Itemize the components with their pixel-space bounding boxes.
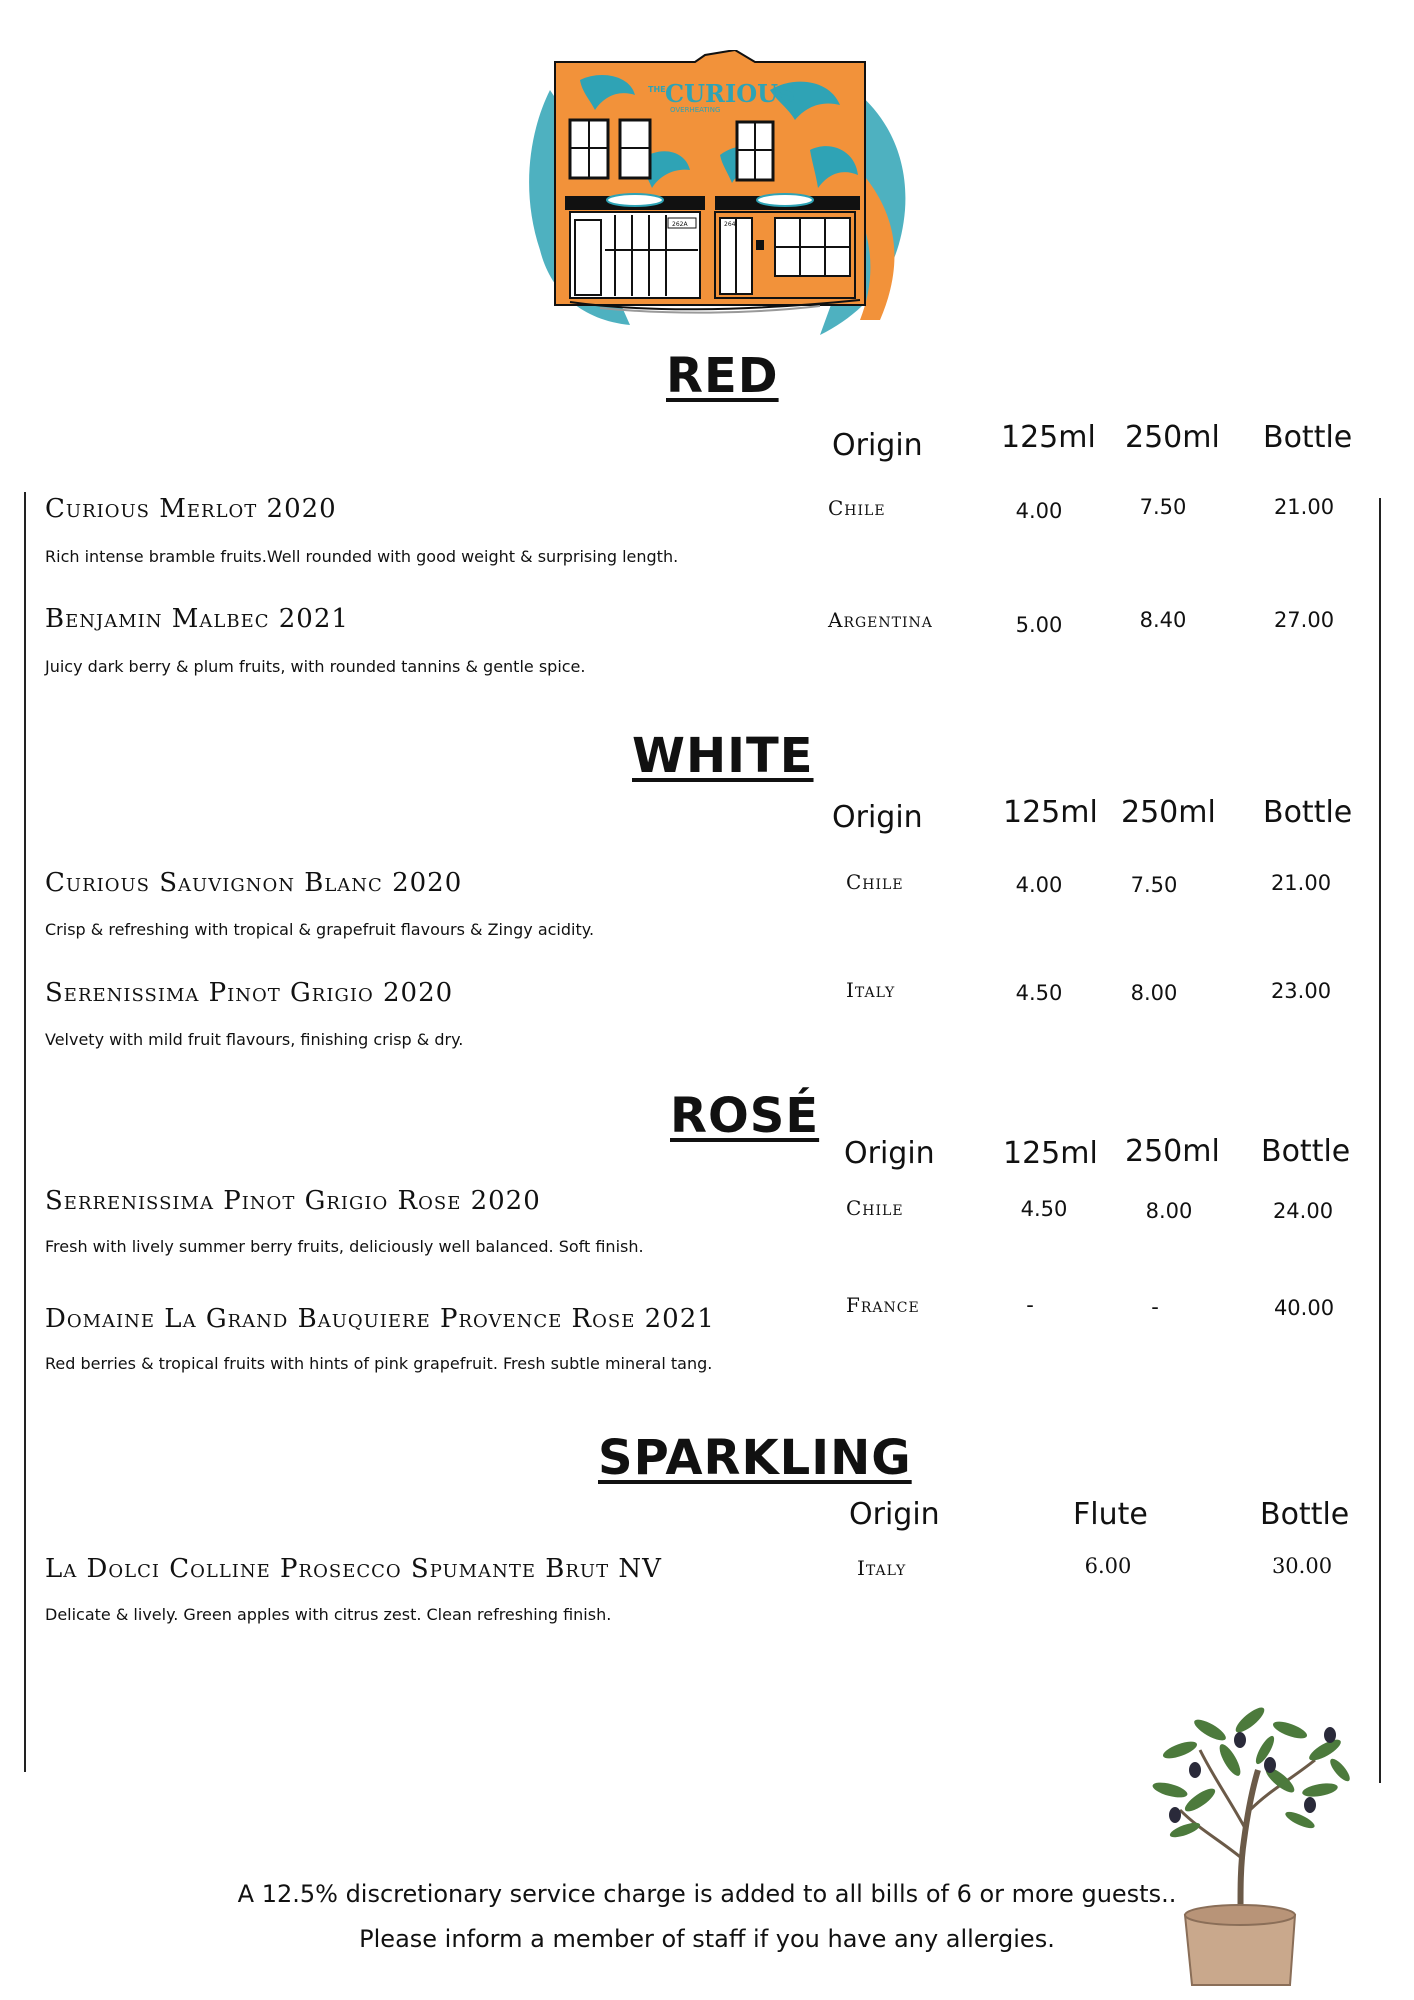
wine-price-bottle-serenissima-pinot: 23.00 <box>1270 979 1332 1003</box>
wine-price-250-serenissima-pinot: 8.00 <box>1130 981 1178 1005</box>
red-header-origin: Origin <box>832 428 923 463</box>
storefront-illustration <box>520 50 920 340</box>
footer-allergy-note: Please inform a member of staff if you have any allergies. <box>359 1925 1055 1953</box>
right-border-line <box>1379 498 1381 1783</box>
wine-price-250-curious-sauvignon: 7.50 <box>1130 873 1178 897</box>
wine-origin-la-dolci-prosecco: Italy <box>857 1556 907 1580</box>
wine-origin-serenissima-pinot: Italy <box>846 978 896 1002</box>
wine-price-bottle-serrenissima-rose: 24.00 <box>1272 1199 1334 1223</box>
rose-header-origin: Origin <box>844 1136 935 1171</box>
wine-name-curious-merlot: Curious Merlot 2020 <box>45 494 337 524</box>
wine-origin-domaine-provence-rose: France <box>846 1293 920 1317</box>
wine-desc-curious-sauvignon: Crisp & refreshing with tropical & grapefruit flavours & Zingy acidity. <box>45 920 595 939</box>
sparkling-header-bottle: Bottle <box>1260 1497 1350 1532</box>
logo-text-curious: CURIOUS <box>665 79 796 108</box>
white-header-250ml: 250ml <box>1121 795 1216 830</box>
rose-header-125ml: 125ml <box>1003 1136 1098 1171</box>
wine-name-benjamin-malbec: Benjamin Malbec 2021 <box>45 604 349 634</box>
white-header-125ml: 125ml <box>1003 795 1098 830</box>
red-header-250ml: 250ml <box>1125 420 1220 455</box>
wine-name-domaine-provence-rose: Domaine La Grand Bauquiere Provence Rose 2021 <box>45 1304 715 1334</box>
wine-price-250-serrenissima-rose: 8.00 <box>1145 1199 1193 1223</box>
sparkling-header-origin: Origin <box>849 1497 940 1532</box>
wine-name-serrenissima-rose: Serrenissima Pinot Grigio Rose 2020 <box>45 1186 541 1216</box>
rose-header-bottle: Bottle <box>1261 1134 1351 1169</box>
wine-origin-benjamin-malbec: Argentina <box>828 608 933 632</box>
wine-price-125-domaine-provence-rose: - <box>1026 1293 1034 1317</box>
wine-price-bottle-domaine-provence-rose: 40.00 <box>1273 1296 1335 1320</box>
wine-price-125-curious-sauvignon: 4.00 <box>1015 873 1063 897</box>
wine-desc-serrenissima-rose: Fresh with lively summer berry fruits, deliciously well balanced. Soft finish. <box>45 1237 644 1256</box>
white-header-bottle: Bottle <box>1263 795 1353 830</box>
wine-origin-curious-merlot: Chile <box>828 496 886 520</box>
shop-number-right: 264 <box>724 221 736 228</box>
wine-desc-benjamin-malbec: Juicy dark berry & plum fruits, with rounded tannins & gentle spice. <box>45 657 586 676</box>
red-header-bottle: Bottle <box>1263 420 1353 455</box>
wine-desc-la-dolci-prosecco: Delicate & lively. Green apples with citrus zest. Clean refreshing finish. <box>45 1605 612 1624</box>
section-title-rose: ROSÉ <box>670 1088 820 1144</box>
section-title-sparkling: SPARKLING <box>598 1430 912 1486</box>
wine-price-bottle-curious-sauvignon: 21.00 <box>1270 871 1332 895</box>
wine-price-125-serenissima-pinot: 4.50 <box>1015 981 1063 1005</box>
wine-price-125-serrenissima-rose: 4.50 <box>1020 1197 1068 1221</box>
logo-text-the: THE <box>648 85 666 94</box>
wine-price-250-curious-merlot: 7.50 <box>1139 495 1187 519</box>
rose-header-250ml: 250ml <box>1125 1134 1220 1169</box>
wine-price-bottle-curious-merlot: 21.00 <box>1273 495 1335 519</box>
section-title-white: WHITE <box>632 728 814 784</box>
wine-price-bottle-benjamin-malbec: 27.00 <box>1273 608 1335 632</box>
shop-number-left: 262A <box>672 221 688 228</box>
logo-text-sub: OVERHEATING <box>670 106 721 114</box>
wine-name-la-dolci-prosecco: La Dolci Colline Prosecco Spumante Brut NV <box>45 1554 662 1584</box>
wine-origin-serrenissima-rose: Chile <box>846 1196 904 1220</box>
wine-desc-serenissima-pinot: Velvety with mild fruit flavours, finishing crisp & dry. <box>45 1030 464 1049</box>
wine-price-flute-la-dolci-prosecco: 6.00 <box>1084 1554 1132 1578</box>
restaurant-logo <box>520 50 920 340</box>
wine-desc-domaine-provence-rose: Red berries & tropical fruits with hints of pink grapefruit. Fresh subtle mineral tang. <box>45 1354 713 1373</box>
wine-price-125-curious-merlot: 4.00 <box>1015 499 1063 523</box>
wine-name-serenissima-pinot: Serenissima Pinot Grigio 2020 <box>45 978 454 1008</box>
white-header-origin: Origin <box>832 800 923 835</box>
wine-origin-curious-sauvignon: Chile <box>846 870 904 894</box>
left-border-line <box>24 492 26 1772</box>
section-title-red: RED <box>666 348 779 404</box>
red-header-125ml: 125ml <box>1001 420 1096 455</box>
wine-price-125-benjamin-malbec: 5.00 <box>1015 613 1063 637</box>
wine-name-curious-sauvignon: Curious Sauvignon Blanc 2020 <box>45 868 463 898</box>
footer-service-charge-note: A 12.5% discretionary service charge is added to all bills of 6 or more guests.. <box>237 1880 1177 1908</box>
wine-price-250-domaine-provence-rose: - <box>1151 1295 1159 1319</box>
wine-price-bottle-la-dolci-prosecco: 30.00 <box>1271 1554 1333 1578</box>
sparkling-header-flute: Flute <box>1073 1497 1148 1532</box>
wine-price-250-benjamin-malbec: 8.40 <box>1139 608 1187 632</box>
wine-desc-curious-merlot: Rich intense bramble fruits.Well rounded with good weight & surprising length. <box>45 547 679 566</box>
